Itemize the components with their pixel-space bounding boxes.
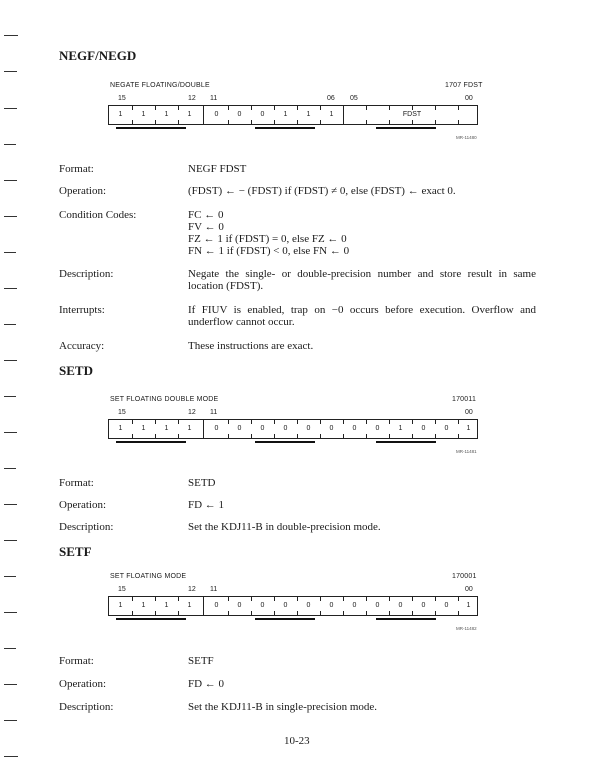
bit-number: 12 bbox=[188, 409, 196, 416]
bit-cell: 1 bbox=[466, 425, 471, 432]
margin-mark bbox=[4, 71, 17, 72]
margin-mark bbox=[4, 252, 16, 253]
description-label: Description: bbox=[59, 268, 114, 280]
bit-cell: 0 bbox=[237, 425, 242, 432]
bit-cell: 0 bbox=[444, 602, 449, 609]
register-box bbox=[108, 596, 478, 616]
register-box bbox=[108, 105, 478, 125]
operation-label: Operation: bbox=[59, 185, 107, 197]
interrupts-label: Interrupts: bbox=[59, 304, 105, 316]
condition-code-line: FZ ← 1 if (FDST) = 0, else FZ ← 0 bbox=[188, 233, 347, 245]
operation-text: FD ← 1 bbox=[188, 499, 225, 511]
description-label: Description: bbox=[59, 521, 114, 533]
bit-cell: 1 bbox=[283, 111, 288, 118]
bit-cell: 0 bbox=[283, 602, 288, 609]
section-heading-negf: NEGF/NEGD bbox=[59, 48, 137, 63]
operation-text: (FDST) ← − (FDST) if (FDST) ≠ 0, else (FDST) ← exact 0. bbox=[188, 185, 456, 197]
margin-mark bbox=[4, 360, 17, 361]
diagram-title: NEGATE FLOATING/DOUBLE bbox=[110, 82, 210, 89]
format-text: NEGF FDST bbox=[188, 163, 247, 175]
bit-cell: 0 bbox=[444, 425, 449, 432]
margin-mark bbox=[4, 432, 17, 433]
register-box bbox=[108, 419, 478, 439]
margin-mark bbox=[4, 35, 18, 36]
margin-mark bbox=[4, 612, 17, 613]
operation-label: Operation: bbox=[59, 678, 107, 690]
bit-number: 15 bbox=[118, 409, 126, 416]
margin-mark bbox=[4, 648, 16, 649]
bit-cell: 1 bbox=[398, 425, 403, 432]
bit-cell: 0 bbox=[306, 602, 311, 609]
bit-cell: 0 bbox=[237, 111, 242, 118]
margin-mark bbox=[4, 144, 16, 145]
bit-number: 00 bbox=[465, 95, 473, 102]
bit-cell: 0 bbox=[329, 425, 334, 432]
bit-cell: 0 bbox=[260, 111, 265, 118]
format-text: SETD bbox=[188, 477, 216, 489]
bit-number: 00 bbox=[465, 586, 473, 593]
bit-cell: 1 bbox=[306, 111, 311, 118]
diagram-opcode: 1707 FDST bbox=[445, 82, 483, 89]
margin-mark bbox=[4, 504, 17, 505]
bit-cell: 0 bbox=[237, 602, 242, 609]
diagram-opcode: 170001 bbox=[452, 573, 477, 580]
figure-ref: MR-11482 bbox=[456, 626, 477, 631]
margin-mark bbox=[4, 684, 17, 685]
bit-number: 12 bbox=[188, 95, 196, 102]
bit-cell: 0 bbox=[375, 425, 380, 432]
margin-mark bbox=[4, 720, 17, 721]
bit-cell: 1 bbox=[187, 111, 192, 118]
bit-cell: 0 bbox=[214, 602, 219, 609]
section-heading-setf: SETF bbox=[59, 544, 92, 559]
description-text: Set the KDJ11-B in double-precision mode. bbox=[188, 521, 381, 533]
bit-cell: 0 bbox=[352, 602, 357, 609]
field-fdst: FDST bbox=[402, 111, 422, 118]
bit-number: 00 bbox=[465, 409, 473, 416]
bit-cell: 1 bbox=[187, 602, 192, 609]
bit-cell: 1 bbox=[164, 425, 169, 432]
bit-number: 05 bbox=[350, 95, 358, 102]
bit-cell: 0 bbox=[306, 425, 311, 432]
format-label: Format: bbox=[59, 163, 94, 175]
bit-cell: 1 bbox=[118, 111, 123, 118]
bit-cell: 1 bbox=[187, 425, 192, 432]
section-heading-setd: SETD bbox=[59, 363, 93, 378]
condition-codes-label: Condition Codes: bbox=[59, 209, 137, 221]
bit-cell: 1 bbox=[118, 425, 123, 432]
description-line: Negate the single- or double-precision number and store result in same bbox=[188, 268, 536, 280]
margin-mark bbox=[4, 288, 17, 289]
figure-ref: MR-11480 bbox=[456, 135, 477, 140]
bit-cell: 1 bbox=[164, 111, 169, 118]
bit-number: 11 bbox=[210, 586, 218, 593]
bit-number: 11 bbox=[210, 95, 218, 102]
bit-cell: 1 bbox=[164, 602, 169, 609]
interrupts-line: If FIUV is enabled, trap on −0 occurs before execution. Overflow and bbox=[188, 304, 536, 316]
description-label: Description: bbox=[59, 701, 114, 713]
margin-mark bbox=[4, 324, 16, 325]
bit-cell: 1 bbox=[118, 602, 123, 609]
bit-number: 15 bbox=[118, 586, 126, 593]
bit-cell: 0 bbox=[329, 602, 334, 609]
bit-cell: 0 bbox=[421, 425, 426, 432]
description-line: location (FDST). bbox=[188, 280, 264, 292]
condition-code-line: FV ← 0 bbox=[188, 221, 224, 233]
bit-cell: 0 bbox=[421, 602, 426, 609]
bit-cell: 0 bbox=[398, 602, 403, 609]
bit-cell: 0 bbox=[283, 425, 288, 432]
operation-text: FD ← 0 bbox=[188, 678, 225, 690]
format-label: Format: bbox=[59, 477, 94, 489]
condition-code-line: FN ← 1 if (FDST) < 0, else FN ← 0 bbox=[188, 245, 350, 257]
bit-cell: 0 bbox=[260, 602, 265, 609]
condition-code-line: FC ← 0 bbox=[188, 209, 224, 221]
interrupts-line: underflow cannot occur. bbox=[188, 316, 295, 328]
description-text: Set the KDJ11-B in single-precision mode. bbox=[188, 701, 378, 713]
bit-number: 12 bbox=[188, 586, 196, 593]
operation-label: Operation: bbox=[59, 499, 107, 511]
bit-number: 15 bbox=[118, 95, 126, 102]
bit-cell: 1 bbox=[329, 111, 334, 118]
bit-number: 06 bbox=[327, 95, 335, 102]
bit-cell: 0 bbox=[375, 602, 380, 609]
bit-cell: 1 bbox=[141, 111, 146, 118]
bit-cell: 1 bbox=[141, 425, 146, 432]
figure-ref: MR-11481 bbox=[456, 449, 477, 454]
page-number: 10-23 bbox=[284, 735, 310, 747]
diagram-title: SET FLOATING MODE bbox=[110, 573, 187, 580]
margin-mark bbox=[4, 468, 16, 469]
format-label: Format: bbox=[59, 655, 94, 667]
margin-mark bbox=[4, 216, 17, 217]
diagram-opcode: 170011 bbox=[452, 396, 477, 403]
bit-cell: 0 bbox=[214, 111, 219, 118]
bit-cell: 1 bbox=[141, 602, 146, 609]
bit-cell: 1 bbox=[466, 602, 471, 609]
margin-mark bbox=[4, 756, 18, 757]
margin-mark bbox=[4, 108, 17, 109]
bit-cell: 0 bbox=[352, 425, 357, 432]
margin-mark bbox=[4, 540, 17, 541]
margin-mark bbox=[4, 576, 16, 577]
diagram-title: SET FLOATING DOUBLE MODE bbox=[110, 396, 219, 403]
format-text: SETF bbox=[188, 655, 214, 667]
accuracy-label: Accuracy: bbox=[59, 340, 105, 352]
accuracy-text: These instructions are exact. bbox=[188, 340, 314, 352]
bit-number: 11 bbox=[210, 409, 218, 416]
bit-cell: 0 bbox=[260, 425, 265, 432]
margin-mark bbox=[4, 396, 16, 397]
bit-cell: 0 bbox=[214, 425, 219, 432]
margin-mark bbox=[4, 180, 17, 181]
